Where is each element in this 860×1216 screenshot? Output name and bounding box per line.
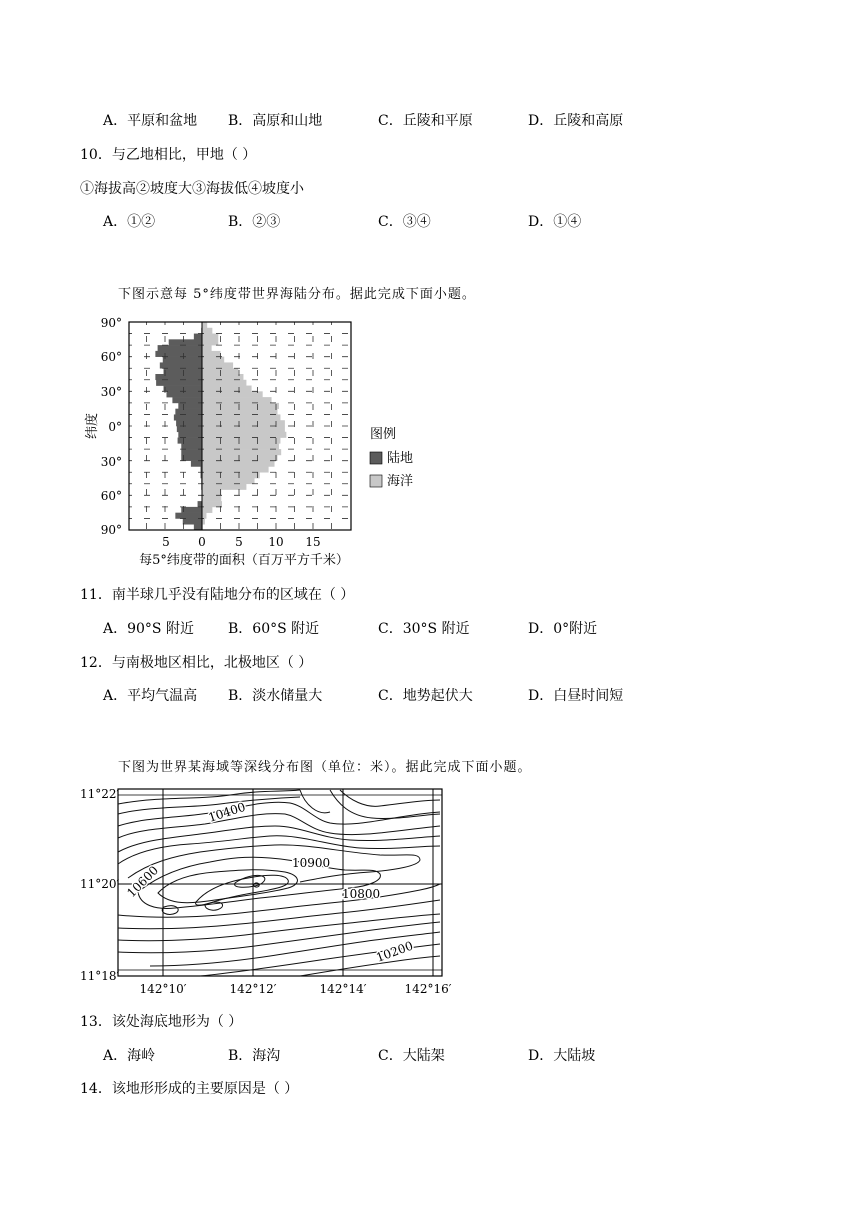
land-bar [198, 501, 202, 507]
land-bar [181, 455, 202, 461]
y-tick-label: 60° [100, 489, 122, 503]
ocean-bar [202, 339, 218, 345]
land-bar [183, 518, 202, 524]
ocean-bar [202, 472, 260, 478]
legend-land-swatch [370, 452, 382, 464]
ocean-bar [202, 449, 281, 455]
y-tick-label: 0° [108, 420, 122, 434]
ocean-bar [202, 484, 246, 490]
ocean-bar [202, 443, 279, 449]
q13-option-a: A．海岭 [103, 1048, 156, 1064]
contour-label: 10200 [374, 938, 415, 965]
ocean-bar [202, 351, 221, 357]
legend-land-label: 陆地 [387, 451, 414, 466]
ocean-bar [202, 478, 255, 484]
x-axis-label: 每5°纬度带的面积（百万平方千米） [139, 553, 349, 568]
ocean-bar [202, 403, 279, 409]
q11-option-d: D．0°附近 [528, 621, 598, 637]
ocean-bar [202, 374, 243, 380]
land-bar [155, 351, 202, 357]
contour-label: 10600 [124, 863, 162, 901]
ocean-bar [202, 426, 285, 432]
q12-option-a: A．平均气温高 [103, 688, 198, 704]
land-bar [181, 449, 202, 455]
q13-option-b: B．海沟 [228, 1048, 281, 1064]
land-bar [174, 414, 202, 420]
x-tick-label: 10 [268, 535, 284, 549]
land-bar [164, 368, 202, 374]
ocean-bar [202, 507, 212, 513]
ocean-bar [202, 362, 233, 368]
ocean-bar [202, 461, 275, 467]
land-bar [178, 403, 202, 409]
land-bar [175, 513, 202, 519]
legend-ocean-label: 海洋 [387, 474, 414, 489]
ocean-bar [202, 334, 218, 340]
lat-label: 11°22′ [80, 787, 120, 801]
q10-option-c: C．③④ [378, 214, 431, 230]
ocean-bar [202, 490, 221, 496]
q10-stem: 10．与乙地相比，甲地（ ） [80, 147, 257, 163]
q10-option-d: D．①④ [528, 214, 582, 230]
lon-label: 142°14′ [319, 982, 367, 996]
legend-title: 图例 [370, 427, 397, 442]
land-bar [175, 409, 202, 415]
land-bar [160, 362, 202, 368]
q14-stem: 14．该地形形成的主要原因是（ ） [80, 1081, 299, 1097]
q13-stem: 13．该处海底地形为（ ） [80, 1014, 243, 1030]
ocean-bar [202, 397, 272, 403]
q13-option-c: C．大陆架 [378, 1048, 445, 1064]
y-tick-label: 30° [100, 455, 122, 469]
q12-option-c: C．地势起伏大 [378, 688, 473, 704]
q11-option-a: A．90°S 附近 [103, 621, 194, 637]
q9-option-a: A．平原和盆地 [103, 113, 198, 129]
ocean-bar [202, 495, 221, 501]
x-tick-label: 5 [162, 535, 170, 549]
intro-land-sea-figure: 下图示意每 5°纬度带世界海陆分布。据此完成下面小题。 [118, 287, 476, 302]
q10-option-a: A．①② [103, 214, 156, 230]
y-tick-label: 30° [100, 385, 122, 399]
contour-label: 10800 [342, 887, 381, 901]
land-bar [181, 507, 202, 513]
ocean-bar [202, 438, 280, 444]
land-bar [158, 345, 202, 351]
land-bar [169, 339, 202, 345]
lat-label: 11°20′ [80, 877, 120, 891]
q9-option-b: B．高原和山地 [228, 113, 323, 129]
q12-stem: 12．与南极地区相比，北极地区（ ） [80, 655, 313, 671]
ocean-bar [202, 466, 269, 472]
ocean-bar [202, 513, 206, 519]
lon-label: 142°12′ [229, 982, 277, 996]
ocean-bar [202, 386, 252, 392]
q9-option-c: C．丘陵和平原 [378, 113, 473, 129]
x-tick-label: 15 [305, 535, 321, 549]
ocean-bar [202, 322, 207, 328]
land-bar [177, 426, 202, 432]
ocean-bar [202, 501, 222, 507]
ocean-bar [202, 409, 277, 415]
lon-label: 142°16′ [404, 982, 452, 996]
land-bar [176, 420, 202, 426]
land-bar [191, 461, 202, 467]
y-tick-label: 60° [100, 350, 122, 364]
land-bar [194, 524, 202, 530]
ocean-bar [202, 391, 263, 397]
y-axis-label: 纬度 [85, 412, 100, 440]
land-bar [155, 374, 202, 380]
land-bar [194, 334, 202, 340]
q9-option-d: D．丘陵和高原 [528, 113, 624, 129]
land-bar [178, 438, 202, 444]
ocean-bar [202, 414, 280, 420]
x-tick-label: 5 [235, 535, 243, 549]
x-tick-label: 0 [198, 535, 206, 549]
land-bar [181, 443, 202, 449]
land-bar [156, 380, 202, 386]
q11-stem: 11．南半球几乎没有陆地分布的区域在（ ） [80, 587, 355, 603]
ocean-bar [202, 432, 286, 438]
q11-option-c: C．30°S 附近 [378, 621, 470, 637]
contour-label: 10400 [206, 799, 248, 825]
isobath-contour-map [76, 784, 456, 998]
ocean-bar [202, 455, 277, 461]
lon-label: 142°10′ [139, 982, 187, 996]
y-tick-label: 90° [100, 523, 122, 537]
ocean-bar [202, 380, 246, 386]
land-bar [172, 397, 202, 403]
q11-option-b: B．60°S 附近 [228, 621, 320, 637]
lat-label: 11°18′ [80, 969, 120, 983]
q10-statements: ①海拔高②坡度大③海拔低④坡度小 [80, 181, 304, 197]
land-bar [178, 432, 202, 438]
q12-option-b: B．淡水储量大 [228, 688, 323, 704]
land-sea-distribution-chart [76, 312, 436, 574]
land-bar [164, 386, 202, 392]
q13-option-d: D．大陆坡 [528, 1048, 596, 1064]
ocean-bar [202, 345, 212, 351]
y-tick-label: 90° [100, 316, 122, 330]
ocean-bar [202, 328, 212, 334]
land-bar [163, 357, 202, 363]
contour-label: 10900 [292, 856, 331, 870]
legend-ocean-swatch [370, 475, 382, 487]
ocean-bar [202, 420, 285, 426]
q10-option-b: B．②③ [228, 214, 281, 230]
intro-isobath-figure: 下图为世界某海域等深线分布图（单位：米）。据此完成下面小题。 [118, 760, 532, 775]
q12-option-d: D．白昼时间短 [528, 688, 624, 704]
land-bar [166, 391, 202, 397]
